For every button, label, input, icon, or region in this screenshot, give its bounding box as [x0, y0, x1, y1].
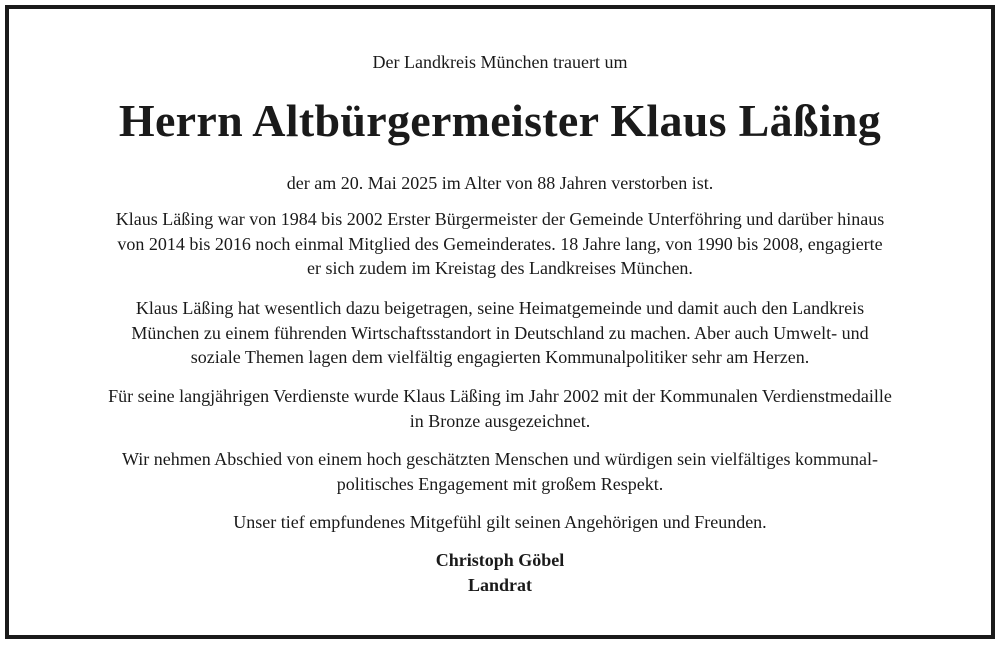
- paragraph-line: Für seine langjährigen Verdienste wurde Klaus Läßing im Jahr 2002 mit der Kommunalen Verdienstmedaille: [108, 386, 892, 406]
- death-date-line: der am 20. Mai 2025 im Alter von 88 Jahren verstorben ist.: [286, 173, 714, 193]
- signature-name: Christoph Göbel: [435, 550, 565, 570]
- paragraph-line: er sich zudem im Kreistag des Landkreises München.: [307, 258, 693, 278]
- paragraph-career: [40, 207, 960, 281]
- paragraph-line: politisches Engagement mit großem Respekt.: [336, 473, 664, 494]
- paragraph-contribution: [40, 296, 960, 370]
- signature-role: Landrat: [467, 575, 532, 595]
- paragraph-line: Klaus Läßing war von 1984 bis 2002 Erster Bürgermeister der Gemeinde Unterföhring und darüber hinaus: [115, 209, 885, 229]
- paragraph-line: von 2014 bis 2016 noch einmal Mitglied des Gemeinderates. 18 Jahre lang, von 1990 bis 2008, engagierte: [117, 233, 883, 254]
- intro-line: Der Landkreis München trauert um: [372, 52, 628, 72]
- paragraph-line: Unser tief empfundenes Mitgefühl gilt seinen Angehörigen und Freunden.: [233, 512, 767, 532]
- paragraph-farewell: [40, 447, 960, 496]
- paragraph-line: soziale Themen lagen dem vielfältig engagierten Kommunalpolitiker sehr am Herzen.: [190, 347, 810, 367]
- paragraph-line: München zu einem führenden Wirtschaftsstandort in Deutschland zu machen. Aber auch Umwelt- und: [131, 322, 869, 343]
- paragraph-honors: [40, 384, 960, 433]
- paragraph-condolence: [40, 510, 960, 535]
- paragraph-line: Klaus Läßing hat wesentlich dazu beigetragen, seine Heimatgemeinde und damit auch den Landkreis: [135, 298, 865, 318]
- notice-title: Herrn Altbürgermeister Klaus Läßing: [118, 95, 882, 146]
- paragraph-line: in Bronze ausgezeichnet.: [409, 410, 591, 431]
- paragraph-line: Wir nehmen Abschied von einem hoch geschätzten Menschen und würdigen sein vielfältiges kommunal-: [121, 449, 879, 469]
